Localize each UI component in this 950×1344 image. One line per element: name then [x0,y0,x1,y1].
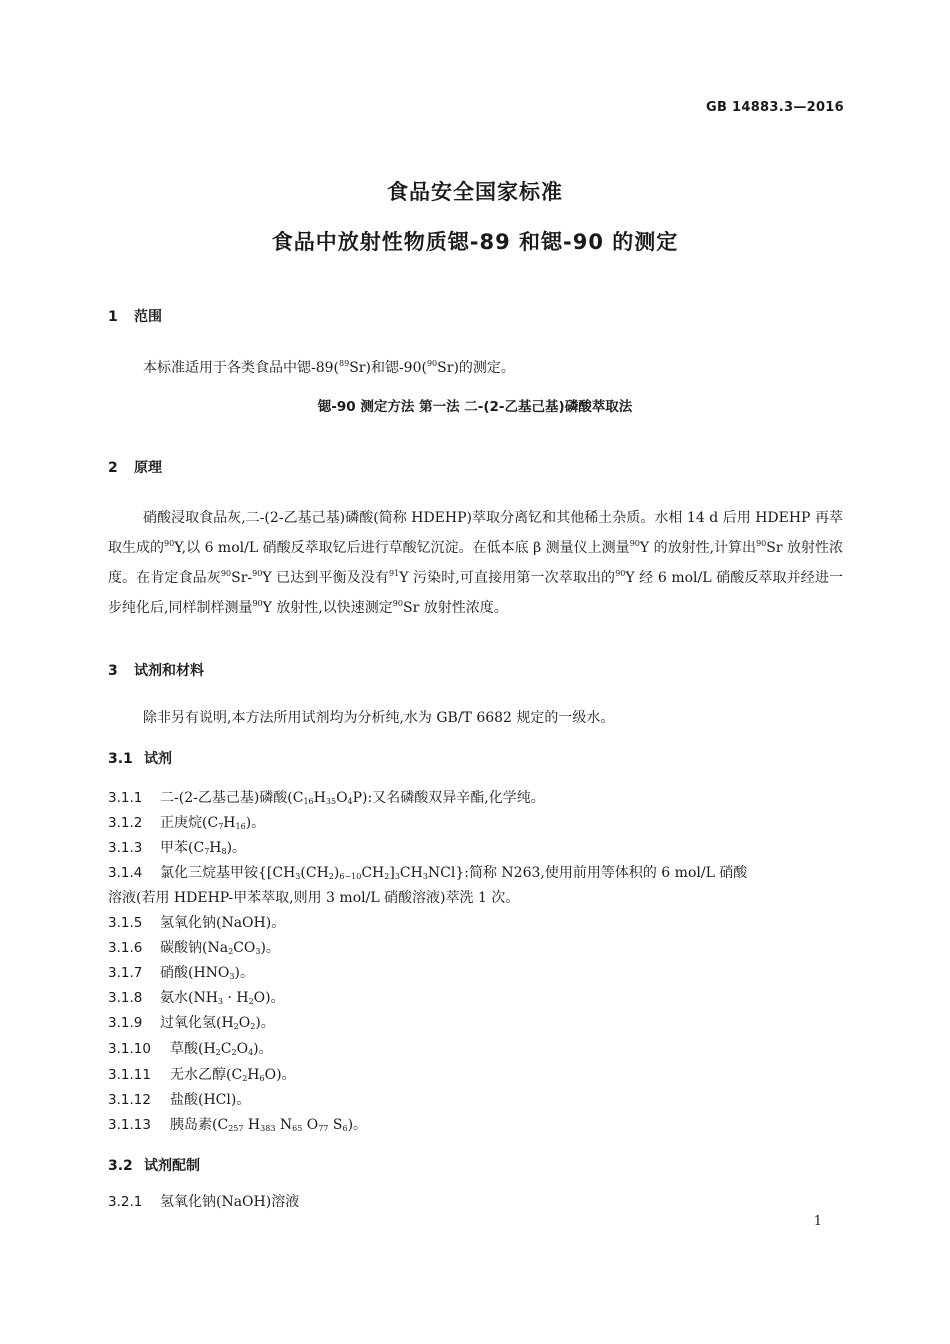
section-heading-reagents-materials [108,660,204,680]
section-number: 3 [108,663,118,679]
reagent-item: 3.1.11 无水乙醇$(C_2H_6O)$。 [108,1067,296,1083]
page-number: 1 [813,1214,822,1229]
reagent-item: 3.1.8 氨水$(NH_3 \cdot H_2O)$。 [108,990,285,1006]
section-heading-principle [108,457,162,477]
section-number: 2 [108,460,118,476]
reagent-item: 3.1.1 二-(2-乙基己基)磷酸$(C_{16}H_{35}O_4P)$:又名磷酸双异辛酯,化学纯。 [108,790,545,806]
reagent-item: 3.1.12 盐酸(HCl)。 [108,1092,251,1108]
document-title-line1: 食品安全国家标准 [387,180,563,204]
reagent-item: 3.1.9 过氧化氢$(H_2O_2)$。 [108,1015,275,1031]
reagent-item: 3.1.13 胰岛素($C_{257}$ $H_{383}$ $N_{65}$ $O_{77}$ $S_6$)。 [108,1117,368,1133]
reagent-preparation-item: 3.2.1 氢氧化钠(NaOH)溶液 [108,1194,300,1210]
reagent-item: 3.1.7 硝酸$(HNO_3)$。 [108,965,254,981]
standard-number: GB 14883.3—2016 [706,100,844,115]
subsection-heading-reagent-preparation: 3.2 试剂配制 [108,1158,200,1174]
reagent-item: 3.1.3 甲苯$(C_7H_8)$。 [108,840,247,856]
reagent-item: 3.1.5 氢氧化钠(NaOH)。 [108,915,286,931]
scope-paragraph: 本标准适用于各类食品中锶-89($^{89}$Sr)和锶-90($^{90}$Sr)的测定。 [143,359,515,376]
reagent-item: 3.1.2 正庚烷$(C_7H_{16})$。 [108,815,266,831]
document-title-line2: 食品中放射性物质锶-89 和锶-90 的测定 [271,230,679,254]
reagent-item: 3.1.4 氯化三烷基甲铵$\{[CH_3(CH_2)_{6\sim 10}CH_2]_3CH_3NCl\}$:简称 N263,使用前用等体积的 6 mol/L 硝酸 [108,865,748,881]
subsection-heading-reagents: 3.1 试剂 [108,751,172,767]
principle-paragraph: 硝酸浸取食品灰,二-(2-乙基己基)磷酸(简称 HDEHP)萃取分离钇和其他稀土杂质。水相 14 d 后用 HDEHP 再萃取生成的$^{90}$Y,以 6 mol/L 硝酸反萃取钇后进行草酸钇沉淀。在低本底 β 测量仪上测量$^{90}$Y 的放射性,计算出$^{90}$Sr 放射性浓度。在肯定食品灰$^{90}$Sr-$^{90}$Y 已达到平衡及没有$^{91}$Y 污染时,可直接用第一次萃取出的$^{90}$Y 经 6 mol/L 硝酸反萃取并经进一步纯化后,同样制样测量$^{90}$Y 放射性,以快速测定$^{90}$Sr 放射性浓度。 [108,510,844,616]
section-title: 试剂和材料 [134,663,204,679]
reagent-item: 3.1.10 草酸$(H_2C_2O_4)$。 [108,1041,273,1057]
section-heading-scope [108,306,162,326]
method-heading: 锶-90 测定方法 第一法 二-(2-乙基己基)磷酸萃取法 [317,399,633,415]
reagent-item-continuation: 溶液(若用 HDEHP-甲苯萃取,则用 3 mol/L 硝酸溶液)萃洗 1 次。 [108,890,520,906]
section-title: 原理 [134,460,162,476]
section-number: 1 [108,309,118,325]
reagent-item: 3.1.6 碳酸钠$(Na_2CO_3)$。 [108,940,280,956]
section-title: 范围 [134,309,162,325]
reagents-intro-paragraph: 除非另有说明,本方法所用试剂均为分析纯,水为 GB/T 6682 规定的一级水。 [143,710,615,726]
